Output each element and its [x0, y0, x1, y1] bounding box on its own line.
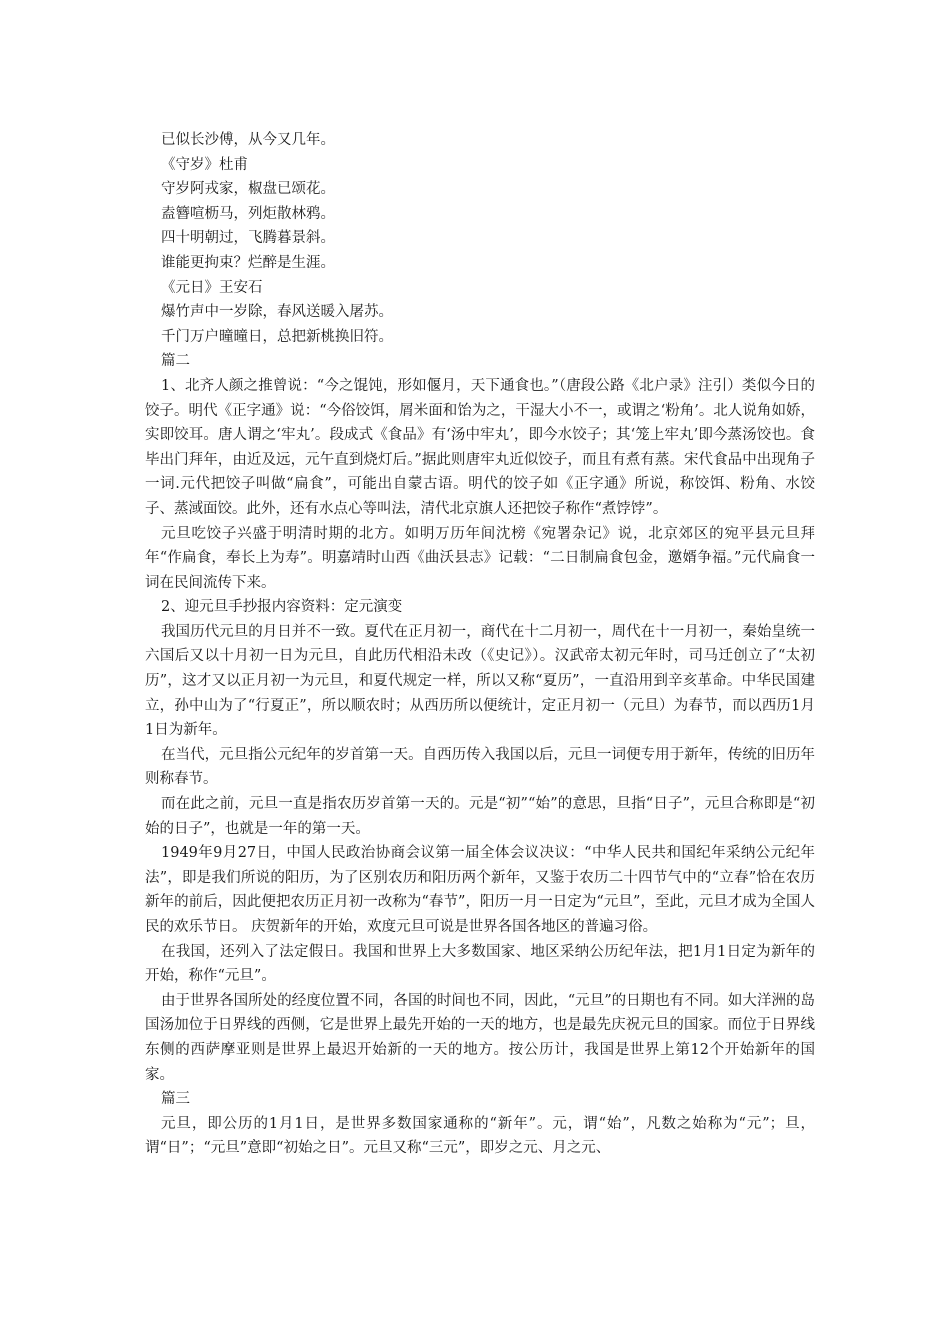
- poem-title: 《守岁》杜甫: [161, 156, 248, 173]
- poem-line: 谁能更拘束？烂醉是生涯。: [161, 254, 335, 271]
- body-paragraph: 1、北齐人颜之推曾说：“今之馄饨，形如偃月，天下通食也。”（唐段公路《北户录》注引）类似今日的饺子。明代《正字通》说：“今俗饺饵，屑米面和饴为之，干湿大小不一，或谓之‘粉角’。北人说角如娇，实即饺耳。唐人谓之‘牢丸’。段成式《食品》有‘汤中牢丸’，即今水饺子；其‘笼上牢丸’即今蒸汤饺也。食毕出门拜年，由近及远，元午直到烧灯后。”据此则唐牢丸近似饺子，而且有煮有蒸。宋代食品中出现角子一词.元代把饺子叫做“扁食”，可能出自蒙古语。明代的饺子如《正字通》所说，称饺饵、粉角、水饺子、蒸淢面饺。此外，还有水点心等叫法，清代北京旗人还把饺子称作“煮饽饽”。: [145, 377, 815, 517]
- body-paragraph: 1949年9月27日，中国人民政治协商会议第一届全体会议决议：“中华人民共和国纪年采纳公元纪年法”，即是我们所说的阳历，为了区别农历和阳历两个新年，又鉴于农历二十四节气中的“立春”恰在农历新年的前后，因此便把农历正月初一改称为“春节”，阳历一月一日定为“元旦”，至此，元旦才成为全国人民的欢乐节日。 庆贺新年的开始，欢度元旦可说是世界各国各地区的普遍习俗。: [145, 845, 815, 935]
- poem-line: 四十明朝过，飞腾暮景斜。: [161, 230, 335, 247]
- body-paragraph: 在我国，还列入了法定假日。我国和世界上大多数国家、地区采纳公历纪年法，把1月1日定为新年的开始，称作“元旦”。: [145, 943, 815, 985]
- body-paragraph: 在当代，元旦指公元纪年的岁首第一天。自西历传入我国以后，元旦一词便专用于新年，传统的旧历年则称春节。: [145, 746, 815, 788]
- body-paragraph: 元旦，即公历的1月1日，是世界多数国家通称的“新年”。元，谓“始”，凡数之始称为“元”；旦，谓“日”；“元旦”意即“初始之日”。元旦又称“三元”，即岁之元、月之元、: [145, 1115, 815, 1157]
- body-paragraph: 由于世界各国所处的经度位置不同，各国的时间也不同，因此，“元旦”的日期也有不同。如大洋洲的岛国汤加位于日界线的西侧，它是世界上最先开始的一天的地方，也是最先庆祝元旦的国家。而位于日界线东侧的西萨摩亚则是世界上最迟开始新的一天的地方。按公历计，我国是世界上第12个开始新年的国家。: [145, 992, 815, 1083]
- poem-line: 千门万户曈曈日，总把新桃换旧符。: [161, 328, 393, 345]
- poem-title: 《元日》王安石: [161, 279, 263, 296]
- body-paragraph: 而在此之前，元旦一直是指农历岁首第一天的。元是“初”“始”的意思，旦指“日子”，元旦合称即是“初始的日子”，也就是一年的第一天。: [145, 796, 815, 837]
- section-heading: 篇二: [161, 353, 190, 370]
- poem-line: 盍簪喧枥马，列炬散林鸦。: [161, 205, 335, 222]
- document-body: [145, 128, 815, 1161]
- body-paragraph: 元旦吃饺子兴盛于明清时期的北方。如明万历年间沈榜《宛署杂记》说，北京郊区的宛平县元旦拜年“作扁食，奉长上为寿”。明嘉靖时山西《曲沃县志》记载：“二日制扁食包金，邀婿争福。”元代扁食一词在民间流传下来。: [145, 525, 815, 591]
- section-heading: 篇三: [161, 1091, 190, 1108]
- body-paragraph: 我国历代元旦的月日并不一致。夏代在正月初一，商代在十二月初一，周代在十一月初一，秦始皇统一六国后又以十月初一日为元旦，自此历代相沿未改（《史记》）。汉武帝太初元年时，司马迁创立了“太初历”，这才又以正月初一为元旦，和夏代规定一样，所以又称“夏历”，一直沿用到辛亥革命。中华民国建立，孙中山为了“行夏正”，所以顺农时；从西历所以便统计，定正月初一（元旦）为春节，而以西历1月1日为新年。: [145, 623, 815, 739]
- body-paragraph: 2、迎元旦手抄报内容资料：定元演变: [161, 599, 403, 616]
- poem-line: 已似长沙傅，从今又几年。: [161, 132, 335, 148]
- poem-line: 守岁阿戎家，椒盘已颂花。: [161, 181, 335, 198]
- poem-line: 爆竹声中一岁除，春风送暖入屠苏。: [161, 304, 393, 321]
